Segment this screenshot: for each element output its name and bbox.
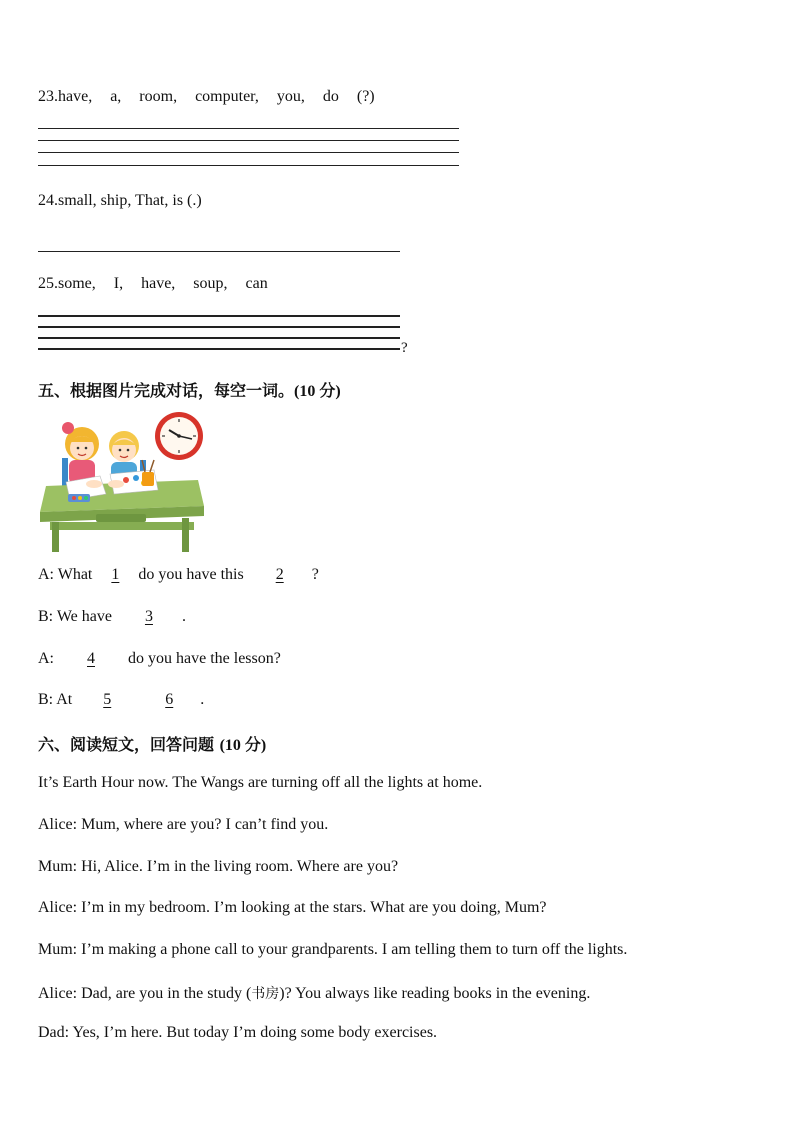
blank-6[interactable]: 6 — [165, 691, 174, 708]
clock-icon — [155, 412, 203, 460]
section-6-heading: 六、阅读短文，回答问题 (10 分) — [38, 735, 267, 754]
blank-1[interactable]: 1 — [111, 566, 120, 583]
answer-line — [38, 315, 400, 317]
passage-line: It’s Earth Hour now. The Wangs are turning off all the lights at home. — [38, 774, 483, 791]
passage-line: Alice: Dad, are you in the study (书房)? You always like reading books in the evening. — [38, 985, 591, 1002]
answer-line — [38, 326, 400, 328]
blank-2[interactable]: 2 — [275, 566, 284, 583]
question-number: 23. — [38, 88, 58, 105]
answer-line — [38, 140, 459, 141]
question-number: 24. — [38, 192, 58, 209]
passage-line: Alice: Mum, where are you? I can’t find you. — [38, 816, 329, 833]
answer-line — [38, 251, 400, 252]
scrambled-words: have, a, room, computer, you, do (?) — [58, 88, 375, 105]
blank-4[interactable]: 4 — [87, 650, 95, 667]
dialog-line-4: B: At 5 6 . — [38, 691, 205, 708]
scrambled-words: small, ship, That, is (.) — [58, 192, 202, 209]
section-5-heading: 五、根据图片完成对话，每空一词。(10 分) — [38, 381, 341, 400]
question-mark: ? — [401, 340, 408, 356]
dialog-line-2: B: We have 3 . — [38, 608, 186, 625]
passage-line: Mum: I’m making a phone call to your grandparents. I am telling them to turn off the lights. — [38, 941, 628, 958]
question-24 — [38, 192, 202, 210]
dialog-line-3: A: 4 do you have the lesson? — [38, 650, 281, 667]
answer-line — [38, 128, 459, 129]
passage-line: Dad: Yes, I’m here. But today I’m doing some body exercises. — [38, 1024, 438, 1041]
question-23 — [38, 88, 375, 106]
answer-line — [38, 337, 400, 339]
scrambled-words: some, I, have, soup, can — [58, 275, 268, 292]
answer-line — [38, 165, 459, 166]
question-number: 25. — [38, 275, 58, 292]
passage-line: Alice: I’m in my bedroom. I’m looking at the stars. What are you doing, Mum? — [38, 899, 547, 916]
blank-5[interactable]: 5 — [103, 691, 112, 708]
answer-line — [38, 348, 400, 350]
blank-3[interactable]: 3 — [144, 608, 153, 625]
dialog-line-1: A: What 1 do you have this 2 ? — [38, 566, 319, 583]
children-drawing-illustration — [36, 408, 208, 554]
passage-line: Mum: Hi, Alice. I’m in the living room. Where are you? — [38, 858, 399, 875]
question-25 — [38, 275, 268, 293]
answer-line — [38, 152, 459, 153]
